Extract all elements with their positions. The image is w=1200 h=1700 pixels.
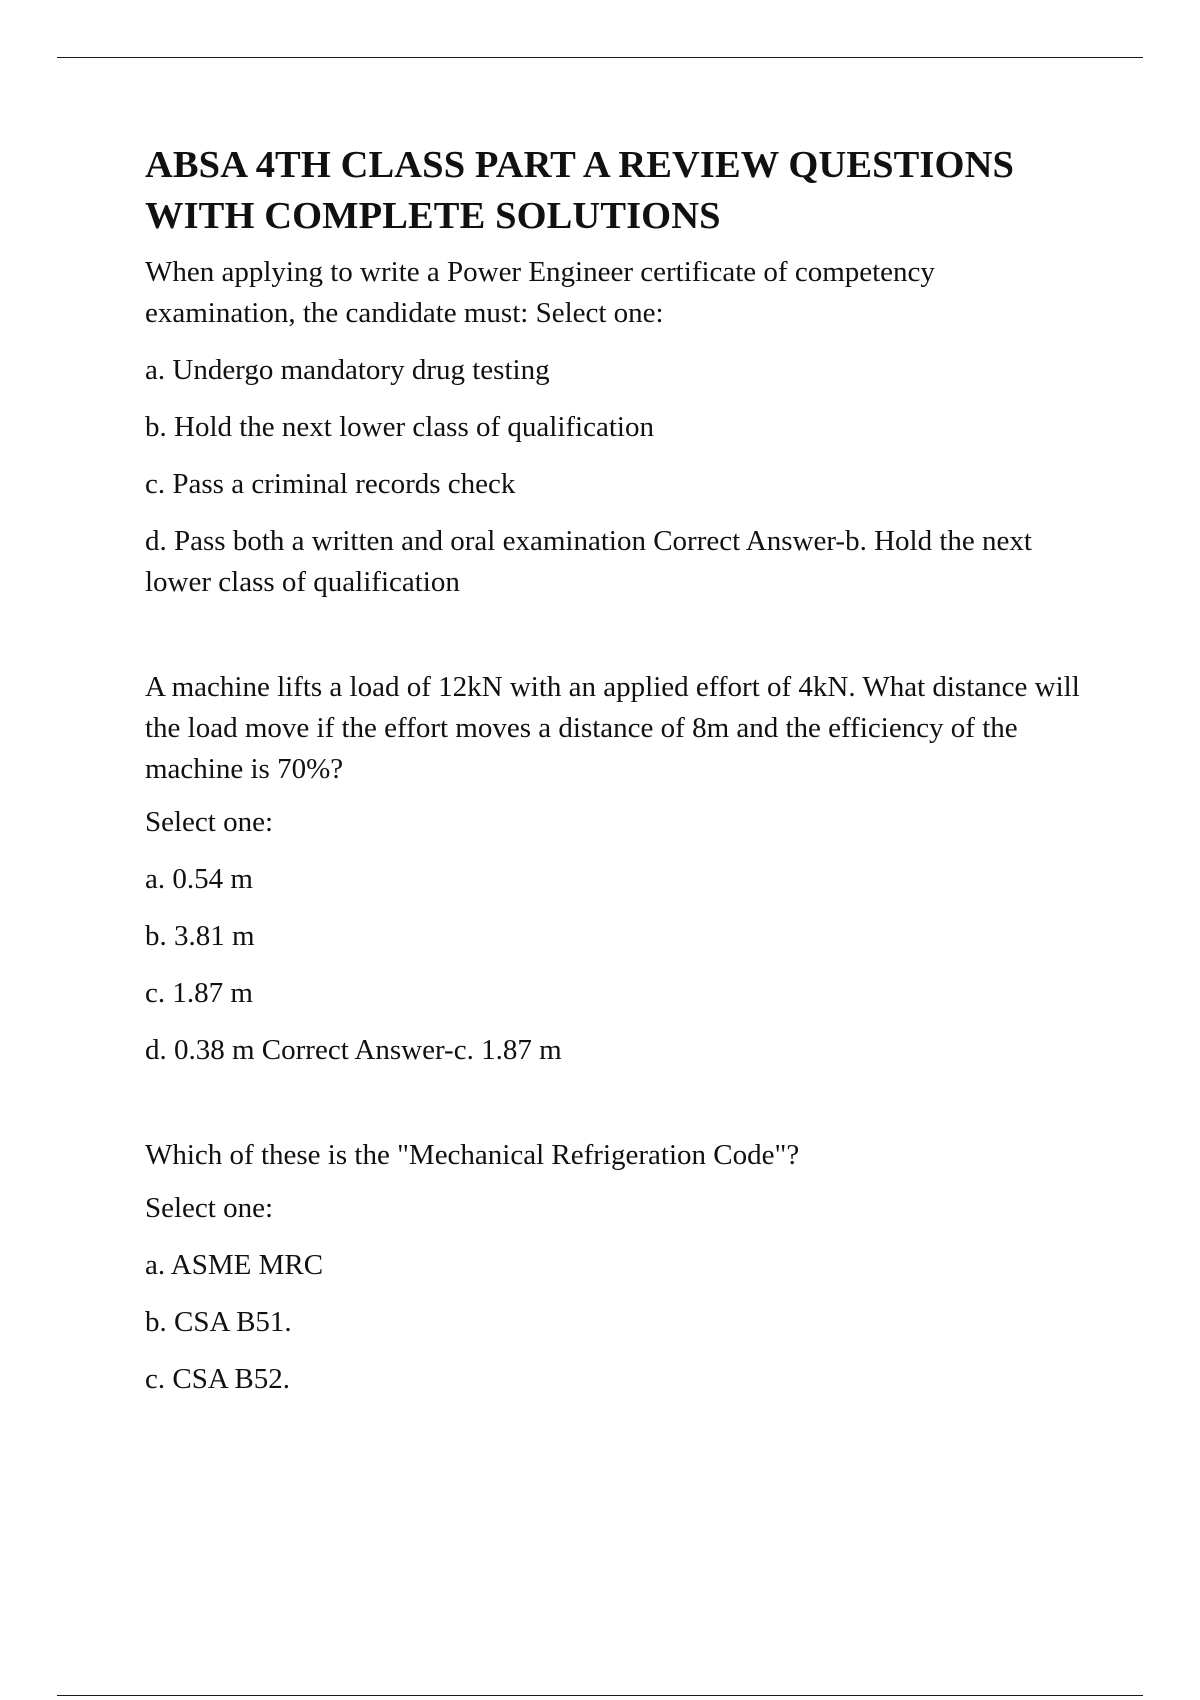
- question-3: [145, 1135, 1085, 1400]
- document-body: [145, 140, 1085, 1400]
- question-1-option-c: c. Pass a criminal records check: [145, 468, 516, 500]
- question-2-option-a: a. 0.54 m: [145, 863, 253, 895]
- question-1-text: When applying to write a Power Engineer certificate of competency examination, the candidate must: Select one:: [145, 256, 935, 329]
- question-2: [145, 667, 1085, 1071]
- question-2-option-b: b. 3.81 m: [145, 920, 255, 952]
- question-3-option-b: b. CSA B51.: [145, 1306, 292, 1338]
- question-3-options: [145, 1245, 1085, 1400]
- question-1-option-a: a. Undergo mandatory drug testing: [145, 354, 550, 386]
- question-3-text: Which of these is the "Mechanical Refrigeration Code"?: [145, 1139, 800, 1171]
- question-3-option-a: a. ASME MRC: [145, 1249, 324, 1281]
- question-1: [145, 252, 1085, 603]
- question-2-text: A machine lifts a load of 12kN with an applied effort of 4kN. What distance will the load move if the effort moves a distance of 8m and the efficiency of the machine is 70%?: [145, 671, 1080, 785]
- question-3-option-c: c. CSA B52.: [145, 1363, 291, 1395]
- question-2-option-d-with-answer: d. 0.38 m Correct Answer-c. 1.87 m: [145, 1034, 562, 1066]
- question-2-select-prompt: Select one:: [145, 806, 274, 838]
- top-rule: [57, 57, 1143, 58]
- question-2-options: [145, 859, 1085, 1071]
- question-1-option-d-with-answer: d. Pass both a written and oral examination Correct Answer-b. Hold the next lower class of qualification: [145, 525, 1032, 598]
- document-title: ABSA 4TH CLASS PART A REVIEW QUESTIONS WITH COMPLETE SOLUTIONS: [145, 144, 1014, 237]
- question-3-select-prompt: Select one:: [145, 1192, 274, 1224]
- question-2-option-c: c. 1.87 m: [145, 977, 253, 1009]
- bottom-rule: [57, 1695, 1143, 1696]
- question-1-options: [145, 350, 1085, 603]
- question-1-option-b: b. Hold the next lower class of qualification: [145, 411, 654, 443]
